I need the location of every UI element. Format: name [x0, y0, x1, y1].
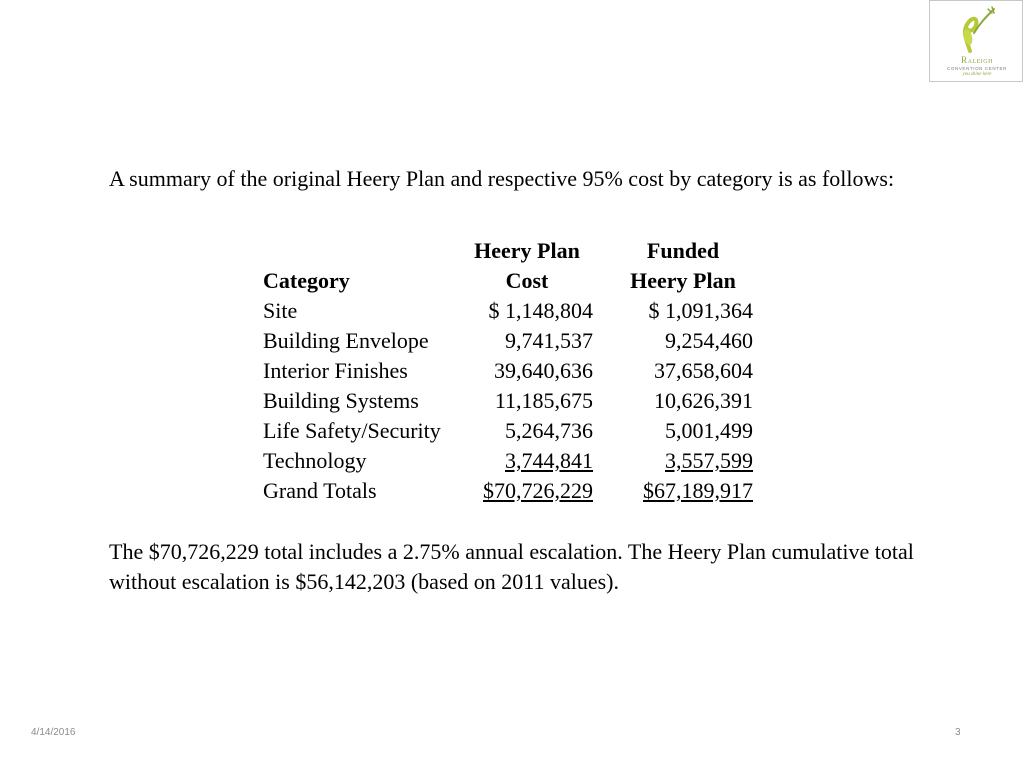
- table-row: [263, 416, 753, 446]
- header-category: Category: [263, 268, 350, 293]
- row-category: Interior Finishes: [263, 358, 408, 383]
- table-row: [263, 446, 753, 476]
- row-heery-cost: $ 1,148,804: [488, 298, 593, 323]
- row-funded-cost: 3,557,599: [665, 448, 753, 473]
- table-row: [263, 296, 753, 326]
- row-heery-cost: 39,640,636: [494, 358, 593, 383]
- logo-subtitle: CONVENTION CENTER: [947, 66, 1007, 71]
- header-cost: Cost: [505, 268, 549, 293]
- raleigh-convention-center-logo: [929, 0, 1023, 82]
- table-row: [263, 356, 753, 386]
- row-category: Life Safety/Security: [263, 418, 441, 443]
- table-row: [263, 326, 753, 356]
- row-heery-cost: 11,185,675: [494, 388, 593, 413]
- table-totals-row: [263, 476, 753, 506]
- footnote-paragraph: The $70,726,229 total includes a 2.75% annual escalation. The Heery Plan cumulative total without escalation is $56,142,203 (based on 2011 values).: [109, 539, 914, 594]
- header-heery-plan: Heery Plan: [474, 238, 580, 263]
- row-heery-cost: 3,744,841: [505, 448, 593, 473]
- leaf-sprout-icon: [954, 3, 1000, 55]
- row-heery-cost: 9,741,537: [505, 328, 593, 353]
- row-category: Building Envelope: [263, 328, 429, 353]
- row-funded-cost: $ 1,091,364: [648, 298, 753, 323]
- logo-brand-text: Raleigh: [961, 55, 993, 65]
- row-heery-cost: 5,264,736: [505, 418, 593, 443]
- totals-funded-cost: $67,189,917: [643, 478, 753, 503]
- totals-label: Grand Totals: [263, 478, 377, 503]
- row-category: Building Systems: [263, 388, 419, 413]
- header-heery-plan-funded: Heery Plan: [630, 268, 736, 293]
- row-funded-cost: 10,626,391: [654, 388, 753, 413]
- row-category: Site: [263, 298, 298, 323]
- cost-summary-table: [263, 236, 753, 506]
- table-header-row-2: [263, 266, 753, 296]
- row-funded-cost: 9,254,460: [665, 328, 753, 353]
- logo-tagline: you shine here: [962, 72, 992, 77]
- table-row: [263, 386, 753, 416]
- header-funded: Funded: [646, 238, 720, 263]
- row-funded-cost: 37,658,604: [654, 358, 753, 383]
- footer-page-number: 3: [955, 727, 961, 738]
- row-funded-cost: 5,001,499: [665, 418, 753, 443]
- footer-date: 4/14/2016: [31, 727, 76, 738]
- row-category: Technology: [263, 448, 367, 473]
- intro-paragraph: A summary of the original Heery Plan and respective 95% cost by category is as follows:: [109, 166, 895, 191]
- totals-heery-cost: $70,726,229: [483, 478, 593, 503]
- table-header-row-1: [263, 236, 753, 266]
